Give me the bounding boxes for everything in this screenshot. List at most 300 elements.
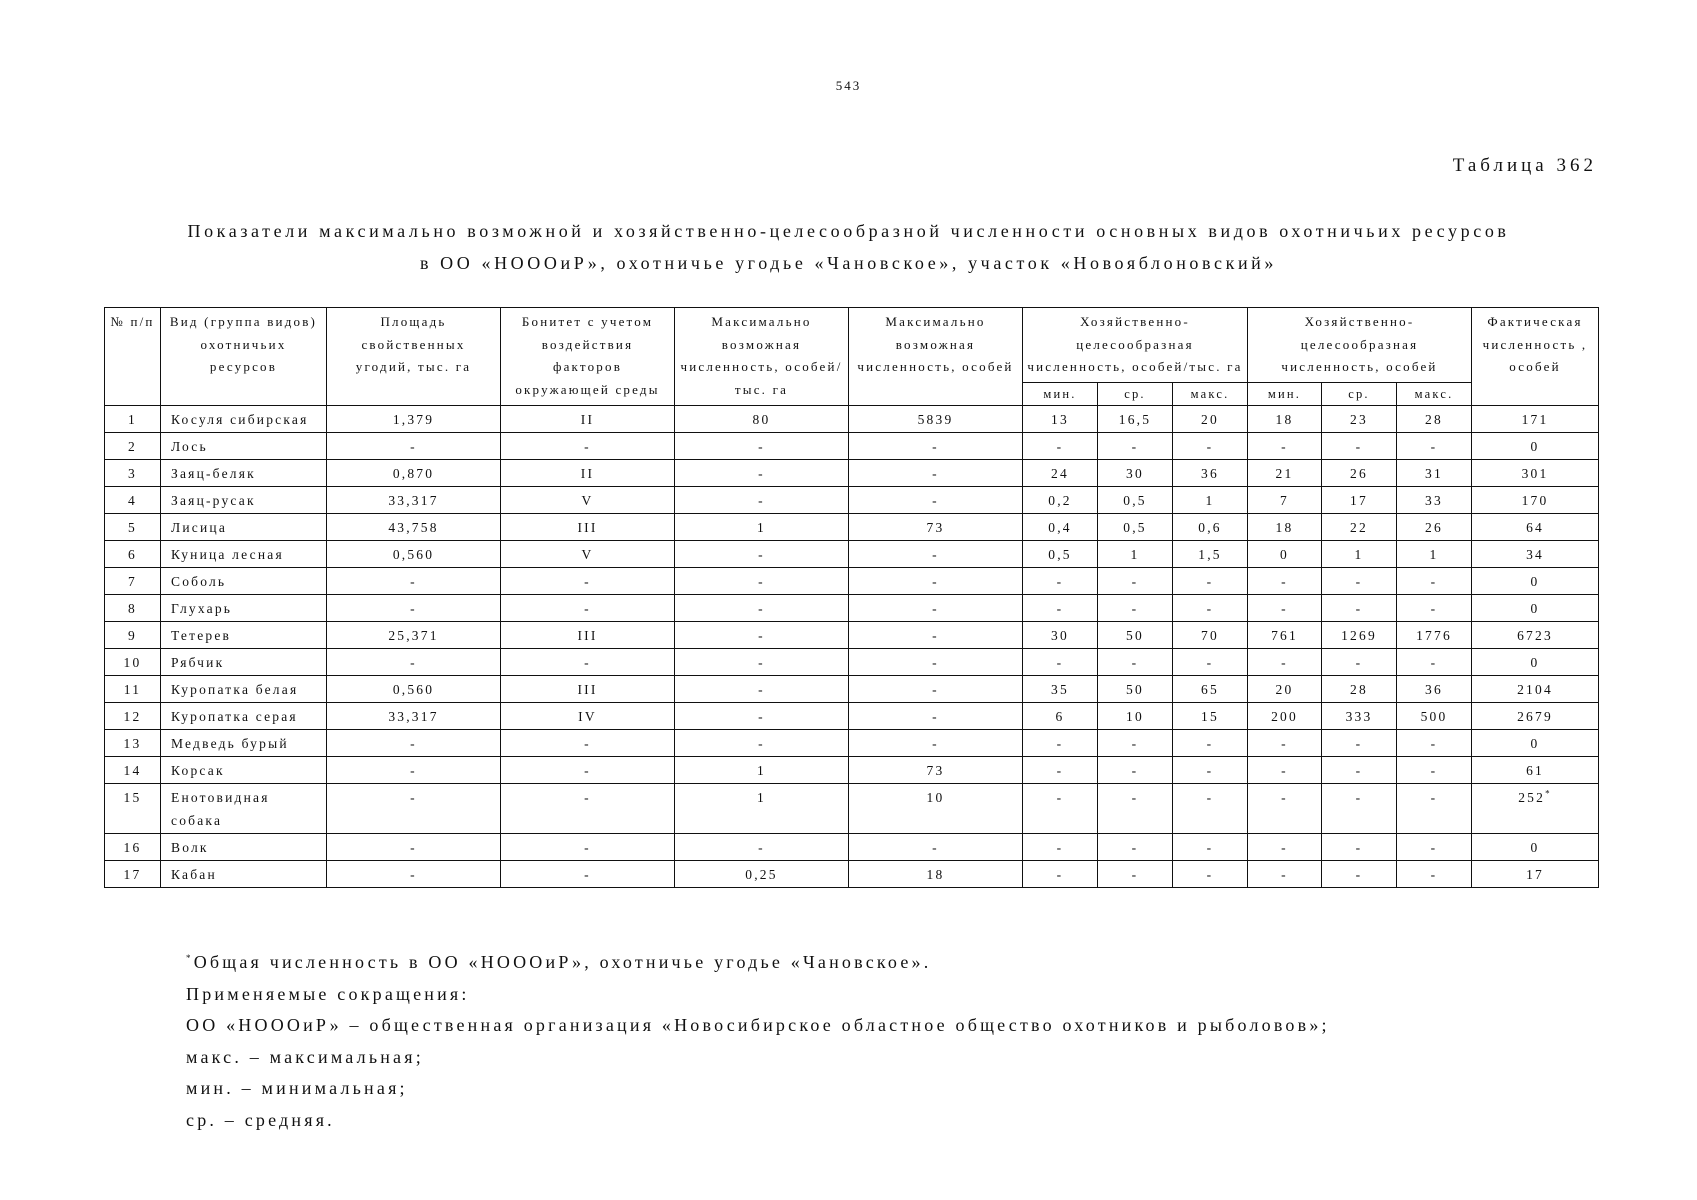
cell-econ-count-max <box>1397 729 1472 756</box>
cell-max-count <box>849 833 1023 860</box>
cell-num <box>105 621 161 648</box>
cell-econ-count-avg-text: 28 <box>1350 681 1368 697</box>
cell-econ-count-max <box>1397 783 1472 833</box>
cell-econ-density-avg <box>1098 486 1173 513</box>
cell-bonitet <box>501 783 675 833</box>
cell-num-text: 8 <box>128 600 137 616</box>
cell-bonitet <box>501 675 675 702</box>
cell-econ-density-max <box>1173 860 1248 887</box>
cell-bonitet-text: II <box>580 411 595 427</box>
cell-max-density <box>675 729 849 756</box>
cell-econ-count-avg <box>1322 405 1397 432</box>
cell-area-text: - <box>410 600 417 616</box>
cell-species <box>161 783 327 833</box>
cell-econ-density-avg <box>1098 621 1173 648</box>
cell-econ-count-avg <box>1322 756 1397 783</box>
cell-species <box>161 621 327 648</box>
cell-econ-count-min <box>1248 702 1322 729</box>
cell-max-count-text: - <box>932 681 939 697</box>
header-actual: Фактическая численность , особей <box>1472 308 1599 406</box>
cell-econ-count-min <box>1248 513 1322 540</box>
cell-max-count-text: - <box>932 600 939 616</box>
cell-bonitet-text: - <box>584 789 591 805</box>
cell-num-text: 12 <box>123 708 142 724</box>
cell-num-text: 10 <box>123 654 142 670</box>
cell-econ-density-max-text: - <box>1206 573 1214 589</box>
table-row <box>105 486 1599 513</box>
cell-num <box>105 486 161 513</box>
cell-econ-count-min-text: 18 <box>1275 519 1294 535</box>
cell-num <box>105 405 161 432</box>
cell-max-density-text: - <box>758 735 765 751</box>
cell-actual <box>1472 405 1599 432</box>
cell-econ-density-max-text: 1,5 <box>1198 546 1222 562</box>
cell-econ-count-min <box>1248 783 1322 833</box>
cell-econ-density-min-text: 6 <box>1055 708 1065 724</box>
cell-max-density <box>675 675 849 702</box>
cell-econ-count-avg-text: - <box>1355 654 1363 670</box>
cell-max-density-text: - <box>758 839 765 855</box>
cell-max-count <box>849 513 1023 540</box>
cell-econ-count-min <box>1248 648 1322 675</box>
header-econ-density: Хозяйственно-целесообразная численность, особей/тыс. га <box>1023 308 1248 383</box>
cell-area <box>327 432 501 459</box>
cell-econ-count-min-text: - <box>1281 866 1288 882</box>
cell-econ-density-min <box>1023 860 1098 887</box>
cell-econ-count-max-text: - <box>1430 654 1438 670</box>
cell-econ-count-max <box>1397 459 1472 486</box>
cell-actual <box>1472 675 1599 702</box>
cell-max-count-text: - <box>932 839 939 855</box>
cell-area-text: - <box>410 866 417 882</box>
cell-econ-density-max-text: - <box>1206 789 1214 805</box>
cell-area-text: 43,758 <box>388 519 439 535</box>
cell-max-count-text: 10 <box>926 789 945 805</box>
cell-econ-count-max-text: 1 <box>1429 546 1439 562</box>
cell-econ-density-max-text: 15 <box>1201 708 1219 724</box>
abbreviations-title: Применяемые сокращения: <box>186 983 470 1004</box>
cell-econ-density-min-text: 35 <box>1051 681 1069 697</box>
cell-species <box>161 729 327 756</box>
cell-econ-density-max-text: - <box>1206 762 1214 778</box>
cell-bonitet-text: - <box>584 573 591 589</box>
cell-species-text: Тетерев <box>171 627 232 643</box>
cell-econ-density-max-text: - <box>1206 866 1214 882</box>
cell-econ-count-avg-text: - <box>1355 600 1363 616</box>
cell-area-text: - <box>410 839 417 855</box>
cell-max-density-text: - <box>758 465 765 481</box>
cell-max-count-text: - <box>932 654 939 670</box>
cell-econ-count-avg-text: - <box>1355 438 1363 454</box>
cell-num-text: 17 <box>123 866 142 882</box>
cell-econ-density-avg <box>1098 459 1173 486</box>
cell-econ-count-avg-text: 26 <box>1350 465 1368 481</box>
cell-bonitet <box>501 702 675 729</box>
cell-max-count <box>849 675 1023 702</box>
cell-num <box>105 675 161 702</box>
cell-species <box>161 432 327 459</box>
cell-area <box>327 833 501 860</box>
table-body <box>105 405 1599 887</box>
cell-econ-count-min-text: - <box>1281 573 1288 589</box>
cell-econ-density-min <box>1023 702 1098 729</box>
cell-max-density <box>675 432 849 459</box>
cell-econ-count-max <box>1397 648 1472 675</box>
cell-max-count <box>849 702 1023 729</box>
cell-species <box>161 833 327 860</box>
header-bonitet: Бонитет с учетом воздействия факторов окружающей среды <box>501 308 675 406</box>
cell-econ-density-avg-text: - <box>1131 573 1139 589</box>
cell-econ-count-max-text: - <box>1430 438 1438 454</box>
cell-max-density-text: - <box>758 438 765 454</box>
cell-area-text: 0,560 <box>392 546 435 562</box>
cell-max-count <box>849 405 1023 432</box>
cell-econ-density-avg <box>1098 405 1173 432</box>
cell-econ-density-avg <box>1098 540 1173 567</box>
cell-actual-text: 0 <box>1530 573 1540 589</box>
cell-actual <box>1472 567 1599 594</box>
cell-econ-count-max <box>1397 567 1472 594</box>
cell-num-text: 6 <box>128 546 137 562</box>
cell-actual-text: 2104 <box>1517 681 1553 697</box>
cell-econ-density-max <box>1173 513 1248 540</box>
cell-num <box>105 459 161 486</box>
cell-bonitet <box>501 432 675 459</box>
cell-num-text: 13 <box>123 735 142 751</box>
cell-species-text: Волк <box>171 839 209 855</box>
cell-actual-text: 0 <box>1530 600 1540 616</box>
cell-econ-count-min-text: - <box>1281 839 1288 855</box>
cell-actual <box>1472 459 1599 486</box>
cell-species <box>161 756 327 783</box>
cell-species <box>161 648 327 675</box>
cell-econ-density-avg-text: - <box>1131 600 1139 616</box>
cell-econ-count-avg <box>1322 860 1397 887</box>
cell-max-count-text: - <box>932 438 939 454</box>
cell-num-text: 1 <box>128 411 137 427</box>
cell-num <box>105 702 161 729</box>
cell-species <box>161 486 327 513</box>
page-number: 543 <box>835 78 862 93</box>
cell-max-count-text: 73 <box>926 762 945 778</box>
cell-econ-count-max-text: - <box>1430 573 1438 589</box>
cell-econ-density-max-text: - <box>1206 600 1214 616</box>
cell-econ-count-max <box>1397 756 1472 783</box>
cell-species <box>161 405 327 432</box>
header-econ-count: Хозяйственно-целесообразная численность, особей <box>1248 308 1472 383</box>
cell-num-text: 4 <box>128 492 137 508</box>
cell-bonitet <box>501 459 675 486</box>
cell-econ-count-avg-text: - <box>1355 573 1363 589</box>
cell-econ-count-avg <box>1322 594 1397 621</box>
cell-econ-count-min-text: 0 <box>1280 546 1289 562</box>
abbreviation-min: мин. – минимальная; <box>186 1078 408 1098</box>
cell-econ-density-max <box>1173 783 1248 833</box>
cell-species-text: Глухарь <box>171 600 233 616</box>
cell-area <box>327 594 501 621</box>
cell-max-count <box>849 648 1023 675</box>
cell-species <box>161 567 327 594</box>
cell-econ-count-avg <box>1322 513 1397 540</box>
cell-actual <box>1472 432 1599 459</box>
subheader-avg: ср. <box>1098 382 1173 405</box>
cell-econ-density-min-text: - <box>1056 839 1064 855</box>
cell-econ-count-max-text: 31 <box>1425 465 1443 481</box>
cell-num <box>105 783 161 833</box>
cell-econ-count-min <box>1248 540 1322 567</box>
cell-actual <box>1472 729 1599 756</box>
cell-max-count <box>849 432 1023 459</box>
header-species: Вид (группа видов) охотничьих ресурсов <box>161 308 327 406</box>
cell-econ-density-min <box>1023 729 1098 756</box>
cell-actual <box>1472 702 1599 729</box>
cell-actual-text: 0 <box>1530 735 1540 751</box>
data-table <box>104 307 1599 888</box>
table-row <box>105 594 1599 621</box>
cell-econ-count-avg-text: 23 <box>1350 411 1368 427</box>
cell-actual <box>1472 540 1599 567</box>
cell-econ-density-min <box>1023 675 1098 702</box>
cell-econ-count-avg <box>1322 783 1397 833</box>
cell-max-density <box>675 648 849 675</box>
cell-econ-density-max-text: 65 <box>1201 681 1219 697</box>
cell-area-text: - <box>410 438 417 454</box>
cell-econ-density-max <box>1173 405 1248 432</box>
cell-econ-density-max-text: 20 <box>1201 411 1219 427</box>
cell-econ-count-max <box>1397 833 1472 860</box>
cell-econ-count-max <box>1397 513 1472 540</box>
cell-area <box>327 567 501 594</box>
abbreviation-max: макс. – максимальная; <box>186 1046 424 1067</box>
cell-econ-count-min <box>1248 860 1322 887</box>
cell-econ-count-avg-text: 1 <box>1354 546 1364 562</box>
cell-econ-density-min-text: - <box>1056 654 1064 670</box>
table-row <box>105 783 1599 833</box>
cell-econ-density-avg-text: 0,5 <box>1123 492 1147 508</box>
cell-max-density-text: - <box>758 600 765 616</box>
cell-actual-text: 170 <box>1521 492 1549 508</box>
cell-econ-density-min <box>1023 648 1098 675</box>
cell-area-text: 25,371 <box>388 627 439 643</box>
table-row <box>105 756 1599 783</box>
cell-max-density <box>675 860 849 887</box>
cell-num <box>105 513 161 540</box>
cell-species <box>161 459 327 486</box>
cell-econ-density-max-text: - <box>1206 438 1214 454</box>
footnote-text: Общая численность в ОО «НОООиР», охотничье угодье «Чановское». <box>193 952 932 972</box>
cell-econ-count-max-text: 33 <box>1425 492 1443 508</box>
cell-species-text: Рябчик <box>171 654 225 670</box>
cell-econ-density-avg <box>1098 729 1173 756</box>
cell-econ-count-min <box>1248 621 1322 648</box>
cell-econ-density-min <box>1023 459 1098 486</box>
cell-max-density-text: 1 <box>757 762 766 778</box>
cell-actual <box>1472 860 1599 887</box>
cell-econ-count-min-text: 18 <box>1275 411 1294 427</box>
cell-econ-count-avg <box>1322 833 1397 860</box>
cell-actual-text: 171 <box>1521 411 1549 427</box>
cell-bonitet-text: III <box>577 627 598 643</box>
cell-econ-count-avg-text: - <box>1355 866 1363 882</box>
cell-num-text: 14 <box>123 762 142 778</box>
cell-max-count <box>849 459 1023 486</box>
cell-econ-density-avg-text: - <box>1131 839 1139 855</box>
table-title <box>100 215 1597 279</box>
cell-area <box>327 513 501 540</box>
cell-econ-density-max-text: - <box>1206 654 1214 670</box>
cell-species-text: Заяц-русак <box>171 492 256 508</box>
cell-species-text: Заяц-беляк <box>171 465 256 481</box>
cell-econ-density-max-text: - <box>1206 735 1214 751</box>
cell-max-count <box>849 594 1023 621</box>
cell-econ-count-min <box>1248 567 1322 594</box>
cell-area-text: - <box>410 573 417 589</box>
cell-econ-count-min-text: 7 <box>1280 492 1289 508</box>
cell-econ-density-min <box>1023 783 1098 833</box>
cell-econ-count-avg <box>1322 540 1397 567</box>
cell-bonitet <box>501 513 675 540</box>
table-row <box>105 860 1599 887</box>
cell-species-text: Куропатка белая <box>171 681 299 697</box>
footnote-ref: * <box>1545 788 1552 798</box>
cell-max-density <box>675 594 849 621</box>
cell-num-text: 11 <box>123 681 142 697</box>
cell-max-density <box>675 756 849 783</box>
cell-max-density <box>675 621 849 648</box>
cell-bonitet <box>501 405 675 432</box>
cell-econ-count-min-text: 761 <box>1271 627 1298 643</box>
cell-econ-density-max-text: 0,6 <box>1198 519 1222 535</box>
abbreviation-org: ОО «НОООиР» – общественная организация «Новосибирское областное общество охотников и рыболовов»; <box>186 1015 1330 1035</box>
header-row <box>105 308 1599 383</box>
cell-bonitet-text: - <box>584 839 591 855</box>
cell-actual <box>1472 833 1599 860</box>
cell-econ-density-min <box>1023 405 1098 432</box>
cell-num <box>105 833 161 860</box>
cell-econ-count-max-text: 36 <box>1425 681 1443 697</box>
subheader-avg: ср. <box>1322 382 1397 405</box>
cell-bonitet <box>501 540 675 567</box>
cell-econ-density-min <box>1023 432 1098 459</box>
cell-econ-count-avg-text: 333 <box>1345 708 1373 724</box>
header-num: № п/п <box>105 308 161 406</box>
cell-econ-count-max <box>1397 540 1472 567</box>
cell-area <box>327 540 501 567</box>
cell-econ-density-min-text: 0,2 <box>1048 492 1072 508</box>
cell-area <box>327 783 501 833</box>
cell-actual-text: 0 <box>1530 839 1540 855</box>
header-max-count: Максимально возможная численность, особей <box>849 308 1023 406</box>
cell-econ-count-min-text: - <box>1281 762 1288 778</box>
cell-area <box>327 648 501 675</box>
cell-actual-text: 6723 <box>1517 627 1553 643</box>
cell-econ-density-avg <box>1098 783 1173 833</box>
notes <box>186 947 1586 1136</box>
cell-econ-density-avg <box>1098 594 1173 621</box>
cell-num-text: 16 <box>123 839 142 855</box>
cell-species-text: Косуля сибирская <box>171 411 309 427</box>
cell-econ-density-max <box>1173 756 1248 783</box>
cell-num <box>105 540 161 567</box>
cell-econ-count-max <box>1397 486 1472 513</box>
cell-bonitet-text: - <box>584 600 591 616</box>
table-row <box>105 729 1599 756</box>
cell-econ-density-min-text: - <box>1056 600 1064 616</box>
cell-area <box>327 459 501 486</box>
cell-econ-count-avg-text: 22 <box>1350 519 1368 535</box>
cell-econ-count-max <box>1397 594 1472 621</box>
cell-species-text: Медведь бурый <box>171 735 289 751</box>
cell-species <box>161 675 327 702</box>
cell-econ-density-avg-text: - <box>1131 762 1139 778</box>
cell-econ-count-avg <box>1322 729 1397 756</box>
cell-econ-density-max-text: 36 <box>1201 465 1219 481</box>
cell-max-density-text: - <box>758 546 765 562</box>
table-row <box>105 513 1599 540</box>
cell-num <box>105 594 161 621</box>
cell-econ-count-avg <box>1322 459 1397 486</box>
cell-bonitet <box>501 648 675 675</box>
cell-econ-density-min-text: - <box>1056 762 1064 778</box>
cell-econ-density-min <box>1023 540 1098 567</box>
cell-actual-text: 0 <box>1530 438 1540 454</box>
cell-species <box>161 540 327 567</box>
cell-econ-density-avg-text: 30 <box>1126 465 1144 481</box>
cell-area <box>327 756 501 783</box>
cell-econ-count-max-text: - <box>1430 600 1438 616</box>
cell-area <box>327 702 501 729</box>
cell-econ-density-min-text: - <box>1056 438 1064 454</box>
cell-econ-count-avg-text: - <box>1355 789 1363 805</box>
table-row <box>105 405 1599 432</box>
cell-max-count <box>849 540 1023 567</box>
cell-econ-count-max-text: 500 <box>1420 708 1448 724</box>
cell-econ-density-avg <box>1098 432 1173 459</box>
cell-bonitet-text: V <box>581 546 594 562</box>
cell-econ-count-min <box>1248 594 1322 621</box>
cell-max-density <box>675 783 849 833</box>
cell-econ-density-min-text: 0,4 <box>1048 519 1072 535</box>
cell-econ-count-min-text: - <box>1281 789 1288 805</box>
cell-econ-count-avg <box>1322 648 1397 675</box>
abbreviation-avg: ср. – средняя. <box>186 1109 335 1130</box>
table-row <box>105 459 1599 486</box>
cell-econ-density-min-text: 13 <box>1051 411 1069 427</box>
cell-area-text: 33,317 <box>388 492 439 508</box>
cell-area <box>327 405 501 432</box>
cell-max-count-text: 73 <box>926 519 945 535</box>
cell-max-count-text: - <box>932 546 939 562</box>
cell-econ-density-avg <box>1098 860 1173 887</box>
subheader-min: мин. <box>1023 382 1098 405</box>
cell-econ-count-max-text: - <box>1430 789 1438 805</box>
cell-actual-text: 17 <box>1526 866 1544 882</box>
cell-econ-density-max <box>1173 567 1248 594</box>
cell-actual <box>1472 621 1599 648</box>
cell-econ-count-min <box>1248 729 1322 756</box>
cell-econ-count-min-text: 21 <box>1275 465 1294 481</box>
cell-bonitet-text: - <box>584 654 591 670</box>
cell-econ-density-min <box>1023 621 1098 648</box>
table-row <box>105 621 1599 648</box>
cell-econ-count-avg <box>1322 567 1397 594</box>
cell-species-text: Соболь <box>171 573 227 589</box>
cell-actual-text: 252 <box>1518 789 1546 805</box>
cell-species <box>161 513 327 540</box>
cell-num <box>105 860 161 887</box>
cell-econ-density-max <box>1173 702 1248 729</box>
cell-max-count-text: - <box>932 708 939 724</box>
